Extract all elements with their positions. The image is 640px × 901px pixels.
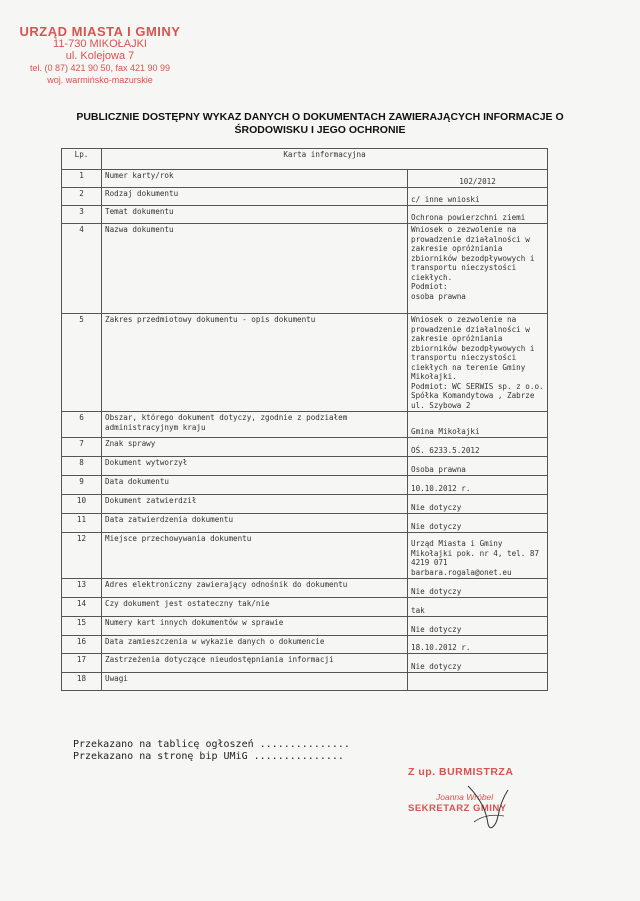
stamp-line-5: woj. warmińsko-mazurskie: [47, 75, 153, 85]
row-value: 102/2012: [408, 170, 548, 188]
row-label: Znak sprawy: [102, 438, 408, 457]
header-card: Karta informacyjna: [102, 149, 548, 170]
row-label: Data zamieszczenia w wykazie danych o dokumencie: [102, 636, 408, 654]
row-number: 4: [62, 224, 102, 314]
office-stamp: [10, 26, 190, 86]
row-value: Nie dotyczy: [408, 495, 548, 514]
row-label: Czy dokument jest ostateczny tak/nie: [102, 598, 408, 617]
row-value: Nie dotyczy: [408, 514, 548, 533]
table-row: [62, 654, 548, 673]
row-label: Data dokumentu: [102, 476, 408, 495]
stamp-line-2: 11-730 MIKOŁAJKI: [53, 38, 147, 50]
row-label: Dokument wytworzył: [102, 457, 408, 476]
transfer-note-bip: Przekazano na stronę bip UMiG ...............: [73, 751, 344, 762]
signature-stamp: [408, 766, 538, 814]
row-number: 10: [62, 495, 102, 514]
row-label: Numer karty/rok: [102, 170, 408, 188]
table-body: [62, 170, 548, 691]
signature-line-1: Z up. BURMISTRZA: [408, 766, 514, 778]
table-row: [62, 636, 548, 654]
handwritten-signature-icon: [408, 766, 538, 836]
row-value: Urząd Miasta i Gminy Mikołajki pok. nr 4, tel. 87 4219 071 barbara.rogala@onet.eu: [408, 533, 548, 579]
signature-line-2: Joanna Wróbel: [436, 792, 494, 802]
row-value: Osoba prawna: [408, 457, 548, 476]
row-number: 15: [62, 617, 102, 636]
row-number: 9: [62, 476, 102, 495]
row-value: tak: [408, 598, 548, 617]
row-number: 2: [62, 188, 102, 206]
table-row: [62, 533, 548, 579]
info-card-table: [61, 148, 548, 691]
table-row: [62, 314, 548, 412]
table-row: [62, 579, 548, 598]
table-row: [62, 170, 548, 188]
row-value: c/ inne wnioski: [408, 188, 548, 206]
header-lp: Lp.: [62, 149, 102, 170]
row-number: 13: [62, 579, 102, 598]
table-row: [62, 457, 548, 476]
row-number: 7: [62, 438, 102, 457]
table-row: [62, 476, 548, 495]
row-label: Zastrzeżenia dotyczące nieudostępniania informacji: [102, 654, 408, 673]
row-label: Nazwa dokumentu: [102, 224, 408, 314]
table-row: [62, 438, 548, 457]
stamp-line-1: URZĄD MIASTA I GMINY: [19, 24, 181, 39]
stamp-line-4: tel. (0 87) 421 90 50, fax 421 90 99: [29, 63, 171, 73]
row-number: 18: [62, 673, 102, 691]
title-line-1: PUBLICZNIE DOSTĘPNY WYKAZ DANYCH O DOKUMENTACH ZAWIERAJĄCYCH INFORMACJE O: [76, 111, 564, 123]
row-number: 6: [62, 412, 102, 438]
row-label: Adres elektroniczny zawierający odnośnik do dokumentu: [102, 579, 408, 598]
row-label: Rodzaj dokumentu: [102, 188, 408, 206]
row-value: Gmina Mikołajki: [408, 412, 548, 438]
row-number: 3: [62, 206, 102, 224]
row-number: 5: [62, 314, 102, 412]
table-row: [62, 495, 548, 514]
row-label: Data zatwierdzenia dokumentu: [102, 514, 408, 533]
row-value: Wniosek o zezwolenie na prowadzenie działalności w zakresie opróżniania zbiorników bezodpływowych i transportu nieczystości ciekłych. Podmiot: osoba prawna: [408, 224, 548, 314]
row-number: 12: [62, 533, 102, 579]
table-row: [62, 412, 548, 438]
table-row: [62, 206, 548, 224]
row-value: Ochrona powierzchni ziemi: [408, 206, 548, 224]
row-label: Numery kart innych dokumentów w sprawie: [102, 617, 408, 636]
row-number: 16: [62, 636, 102, 654]
row-number: 1: [62, 170, 102, 188]
title-line-2: ŚRODOWISKU I JEGO OCHRONIE: [234, 124, 406, 136]
table-row: [62, 188, 548, 206]
row-number: 14: [62, 598, 102, 617]
table-row: [62, 514, 548, 533]
row-value: Nie dotyczy: [408, 654, 548, 673]
table-row: [62, 617, 548, 636]
signature-line-3: SEKRETARZ GMINY: [408, 803, 507, 814]
row-value: OŚ. 6233.5.2012: [408, 438, 548, 457]
table-row: [62, 224, 548, 314]
row-label: Obszar, którego dokument dotyczy, zgodnie z podziałem administracyjnym kraju: [102, 412, 408, 438]
row-label: Uwagi: [102, 673, 408, 691]
row-value: Wniosek o zezwolenie na prowadzenie działalności w zakresie opróżniania zbiorników bezodpływowych i transportu nieczystości ciekłych na terenie Gminy Mikołajki. Podmiot: WC SERWIS sp. z o.o. Spółka Komandytowa , Zabrze ul. Szybowa 2: [408, 314, 548, 412]
row-value: 10.10.2012 r.: [408, 476, 548, 495]
transfer-notes: [73, 739, 350, 763]
document-title: [40, 111, 600, 137]
table-row: [62, 598, 548, 617]
table-header-row: [62, 149, 548, 170]
row-number: 8: [62, 457, 102, 476]
row-label: Zakres przedmiotowy dokumentu - opis dokumentu: [102, 314, 408, 412]
transfer-note-board: Przekazano na tablicę ogłoszeń ...............: [73, 739, 350, 750]
row-value: [408, 673, 548, 691]
row-value: 18.10.2012 r.: [408, 636, 548, 654]
table-row: [62, 673, 548, 691]
row-number: 11: [62, 514, 102, 533]
row-label: Miejsce przechowywania dokumentu: [102, 533, 408, 579]
row-value: Nie dotyczy: [408, 617, 548, 636]
row-label: Temat dokumentu: [102, 206, 408, 224]
row-label: Dokument zatwierdził: [102, 495, 408, 514]
stamp-line-3: ul. Kolejowa 7: [65, 50, 135, 62]
row-number: 17: [62, 654, 102, 673]
row-value: Nie dotyczy: [408, 579, 548, 598]
